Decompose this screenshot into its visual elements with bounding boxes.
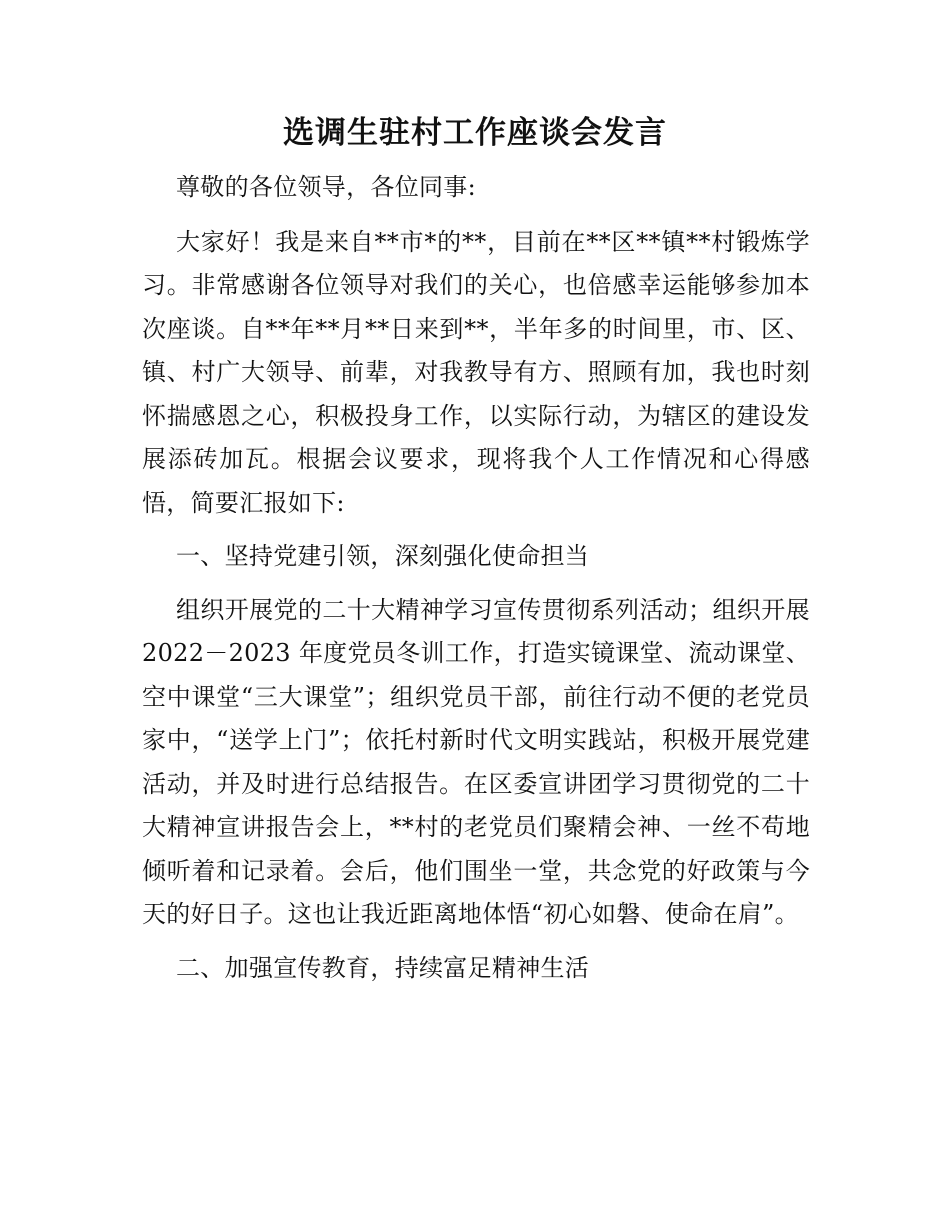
intro-paragraph: 大家好！我是来自**市*的**，目前在**区**镇**村锻炼学习。非常感谢各位领导对我们的关心，也倍感幸运能够参加本次座谈。自**年**月**日来到**，半年多的时间里，市、区、镇、村广大领导、前辈，对我教导有方、照顾有加，我也时刻怀揣感恩之心，积极投身工作，以实际行动，为辖区的建设发展添砖加瓦。根据会议要求，现将我个人工作情况和心得感悟，简要汇报如下: [142,227,810,517]
salutation: 尊敬的各位领导，各位同事: [176,173,476,201]
document-body [142,166,810,990]
section-1-heading: 一、坚持党建引领，深刻强化使命担当 [176,542,590,570]
section-1-paragraph: 组织开展党的二十大精神学习宣传贯彻系列活动；组织开展 2022－2023 年度党员冬训工作，打造实镜课堂、流动课堂、空中课堂“三大课堂”；组织党员干部，前往行动不便的老党员家中，“送学上门”；依托村新时代文明实践站，积极开展党建活动，并及时进行总结报告。在区委宣讲团学习贯彻党的二十大精神宣讲报告会上，**村的老党员们聚精会神、一丝不苟地倾听着和记录着。会后，他们围坐一堂，共念党的好政策与今天的好日子。这也让我近距离地体悟“初心如磐、使命在肩”。 [142,595,810,928]
document-title: 选调生驻村工作座谈会发言 [283,115,667,151]
section-2-heading: 二、加强宣传教育，持续富足精神生活 [176,953,590,982]
